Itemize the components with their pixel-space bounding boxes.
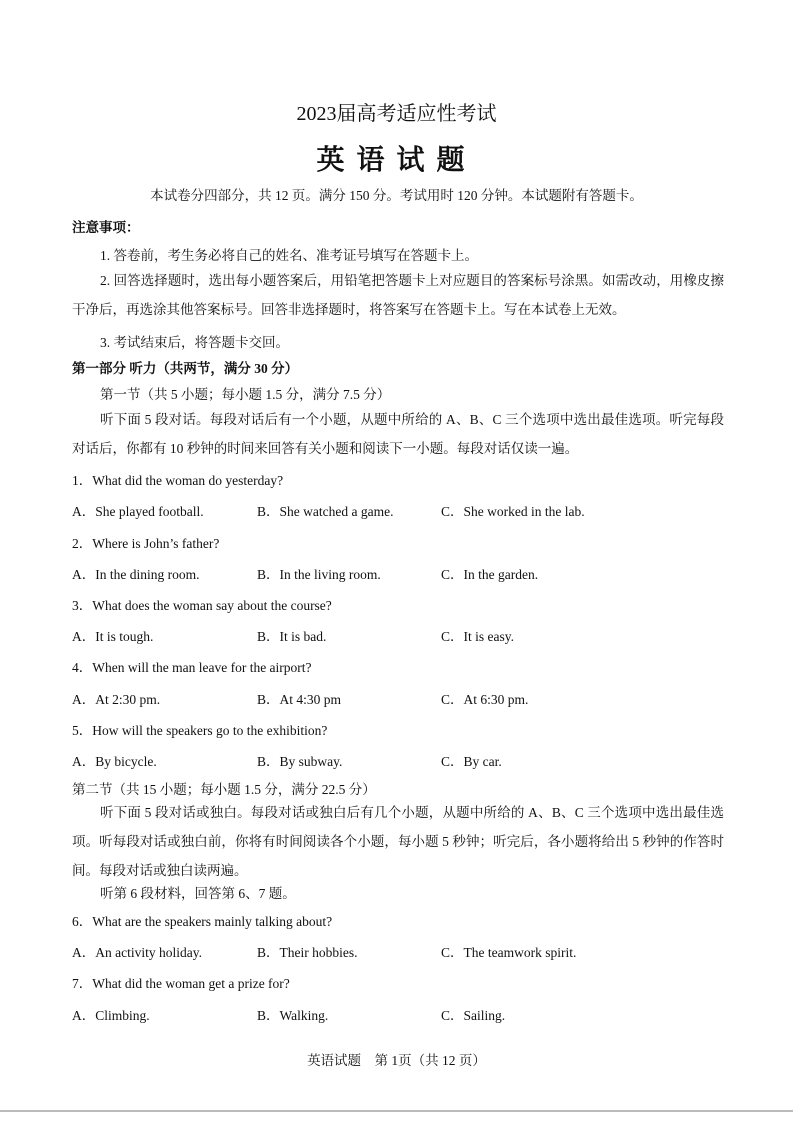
section1-heading: 第一节（共 5 小题；每小题 1.5 分，满分 7.5 分） [100,387,391,402]
q2-option-c[interactable]: C．In the garden. [441,567,539,582]
question-6: 6．What are the speakers mainly talking about? [72,914,333,929]
section2-instructions: 听下面 5 段对话或独白。每段对话或独白后有几个小题，从题中所给的 A、B、C 三个选项中选出最佳选项。听每段对话或独白前，你将有时间阅读各个小题，每小题 5 秒钟；听完后，各小题将给出 5 秒钟的作答时间。每段对话或独白读两遍。 [72,805,724,878]
page-footer: 英语试题 第 1页（共 12 页） [307,1053,486,1068]
q6-option-c[interactable]: C．The teamwork spirit. [441,945,577,960]
note-item-1: 1. 答卷前，考生务必将自己的姓名、准考证号填写在答题卡上。 [100,248,478,263]
q7-option-c[interactable]: C．Sailing. [441,1008,506,1023]
section2-heading: 第二节（共 15 小题；每小题 1.5 分，满分 22.5 分） [72,782,376,797]
q4-option-c[interactable]: C．At 6:30 pm. [441,692,529,707]
question-2: 2．Where is John’s father? [72,536,220,551]
exam-title: 2023届高考适应性考试 [296,103,497,125]
q7-option-b[interactable]: B．Walking. [257,1008,329,1023]
notes-heading: 注意事项： [72,220,140,235]
question-3: 3．What does the woman say about the course? [72,598,332,613]
q2-option-b[interactable]: B．In the living room. [257,567,381,582]
q3-option-a[interactable]: A．It is tough. [72,629,154,644]
q5-option-a[interactable]: A．By bicycle. [72,754,157,769]
q1-option-b[interactable]: B．She watched a game. [257,504,394,519]
q4-option-b[interactable]: B．At 4:30 pm [257,692,342,707]
question-1: 1．What did the woman do yesterday? [72,473,284,488]
q3-option-c[interactable]: C．It is easy. [441,629,514,644]
note-item-3: 3. 考试结束后，将答题卡交回。 [100,335,289,350]
q5-option-b[interactable]: B．By subway. [257,754,343,769]
exam-intro: 本试卷分四部分，共 12 页。满分 150 分。考试用时 120 分钟。本试题附有答题卡。 [150,188,643,203]
q2-option-a[interactable]: A．In the dining room. [72,567,200,582]
q3-option-b[interactable]: B．It is bad. [257,629,327,644]
question-7: 7．What did the woman get a prize for? [72,976,290,991]
q5-option-c[interactable]: C．By car. [441,754,502,769]
note-item-2: 2. 回答选择题时，选出每小题答案后，用铅笔把答题卡上对应题目的答案标号涂黑。如需改动，用橡皮擦干净后，再选涂其他答案标号。回答非选择题时，将答案写在答题卡上。写在本试卷上无效。 [72,273,724,317]
q1-option-c[interactable]: C．She worked in the lab. [441,504,585,519]
material-6-instruction: 听第 6 段材料，回答第 6、7 题。 [100,886,296,901]
question-4: 4．When will the man leave for the airport? [72,660,312,675]
q4-option-a[interactable]: A．At 2:30 pm. [72,692,161,707]
subject-title: 英语试题 [316,145,477,176]
part1-heading: 第一部分 听力（共两节，满分 30 分） [72,361,299,376]
q6-option-b[interactable]: B．Their hobbies. [257,945,358,960]
bottom-divider [0,1110,793,1112]
q1-option-a[interactable]: A．She played football. [72,504,204,519]
question-5: 5．How will the speakers go to the exhibition? [72,723,328,738]
q7-option-a[interactable]: A．Climbing. [72,1008,150,1023]
q6-option-a[interactable]: A．An activity holiday. [72,945,202,960]
section1-instructions: 听下面 5 段对话。每段对话后有一个小题，从题中所给的 A、B、C 三个选项中选出最佳选项。听完每段对话后，你都有 10 秒钟的时间来回答有关小题和阅读下一小题。每段对话仅读一遍。 [72,412,724,456]
